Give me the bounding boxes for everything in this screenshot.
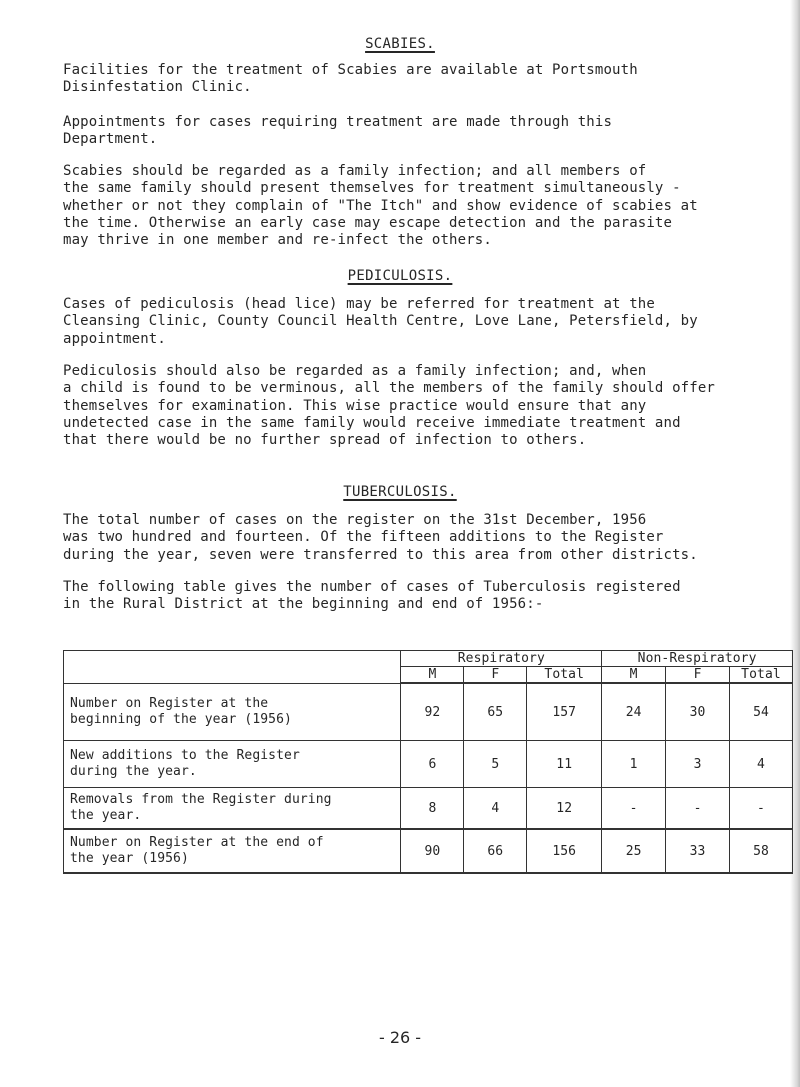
- tuberculosis-heading-text: TUBERCULOSIS.: [343, 484, 457, 500]
- scabies-paragraph-3: Scabies should be regarded as a family infection; and all members of the same family should present themselves for treatment simultaneously - whether or not they complain of "The Itch" and show evidence of scabies at the time. Otherwise an early case may escape detection and the parasite may thrive in one member and re-infect the others.: [63, 163, 698, 249]
- table-cell: 33: [666, 829, 730, 873]
- table-row: [64, 788, 793, 830]
- pediculosis-heading-text: PEDICULOSIS.: [347, 268, 453, 284]
- table-cell: 5: [464, 741, 527, 788]
- table-cell: 12: [527, 788, 602, 830]
- table-cell: 157: [527, 683, 602, 741]
- row-label: Number on Register at the end of the year (1956): [64, 829, 401, 873]
- pediculosis-paragraph-1: Cases of pediculosis (head lice) may be referred for treatment at the Cleansing Clinic, County Council Health Centre, Love Lane, Petersfield, by appointment.: [63, 296, 698, 347]
- respiratory-female-header: F: [464, 667, 527, 684]
- scabies-paragraph-2: Appointments for cases requiring treatment are made through this Department.: [63, 114, 613, 148]
- tuberculosis-paragraph-2: The following table gives the number of cases of Tuberculosis registered in the Rural District at the beginning and end of 1956:-: [63, 579, 681, 613]
- scabies-heading-text: SCABIES.: [365, 36, 435, 52]
- table-corner-cell: [64, 651, 401, 684]
- non-respiratory-total-header: Total: [730, 667, 793, 684]
- table-cell: 92: [401, 683, 464, 741]
- respiratory-header: Respiratory: [401, 651, 602, 667]
- table-cell: 24: [602, 683, 666, 741]
- scabies-paragraph-1: Facilities for the treatment of Scabies are available at Portsmouth Disinfestation Clinic.: [63, 62, 638, 96]
- respiratory-total-header: Total: [527, 667, 602, 684]
- tuberculosis-heading: [0, 484, 800, 500]
- table-cell: 58: [730, 829, 793, 873]
- tuberculosis-register-table: [63, 650, 793, 874]
- table-cell: 8: [401, 788, 464, 830]
- non-respiratory-male-header: M: [602, 667, 666, 684]
- table-cell: 4: [464, 788, 527, 830]
- table-cell: 66: [464, 829, 527, 873]
- table-row: [64, 741, 793, 788]
- table-cell: 3: [666, 741, 730, 788]
- row-label: New additions to the Register during the year.: [64, 741, 401, 788]
- scabies-heading: [0, 36, 800, 52]
- table-cell: 30: [666, 683, 730, 741]
- table-cell: -: [730, 788, 793, 830]
- pediculosis-paragraph-2: Pediculosis should also be regarded as a family infection; and, when a child is found to be verminous, all the members of the family should offer themselves for examination. This wise practice would ensure that any undetected case in the same family would receive immediate treatment and that there would be no further spread of infection to others.: [63, 363, 715, 449]
- non-respiratory-header: Non-Respiratory: [602, 651, 793, 667]
- non-respiratory-female-header: F: [666, 667, 730, 684]
- table-row: [64, 683, 793, 741]
- table-cell: 4: [730, 741, 793, 788]
- table-cell: 65: [464, 683, 527, 741]
- table-cell: 90: [401, 829, 464, 873]
- table-row: [64, 829, 793, 873]
- row-label: Number on Register at the beginning of the year (1956): [64, 683, 401, 741]
- table-cell: 1: [602, 741, 666, 788]
- pediculosis-heading: [0, 268, 800, 284]
- respiratory-male-header: M: [401, 667, 464, 684]
- row-label: Removals from the Register during the year.: [64, 788, 401, 830]
- tuberculosis-paragraph-1: The total number of cases on the register on the 31st December, 1956 was two hundred and fourteen. Of the fifteen additions to the Register during the year, seven were transferred to this area from other districts.: [63, 512, 698, 563]
- table-cell: 11: [527, 741, 602, 788]
- table-cell: 25: [602, 829, 666, 873]
- table-cell: -: [602, 788, 666, 830]
- table-group-header-row: [64, 651, 793, 667]
- page-number: - 26 -: [378, 1028, 422, 1047]
- table-cell: 54: [730, 683, 793, 741]
- table-cell: 6: [401, 741, 464, 788]
- table-cell: 156: [527, 829, 602, 873]
- table-cell: -: [666, 788, 730, 830]
